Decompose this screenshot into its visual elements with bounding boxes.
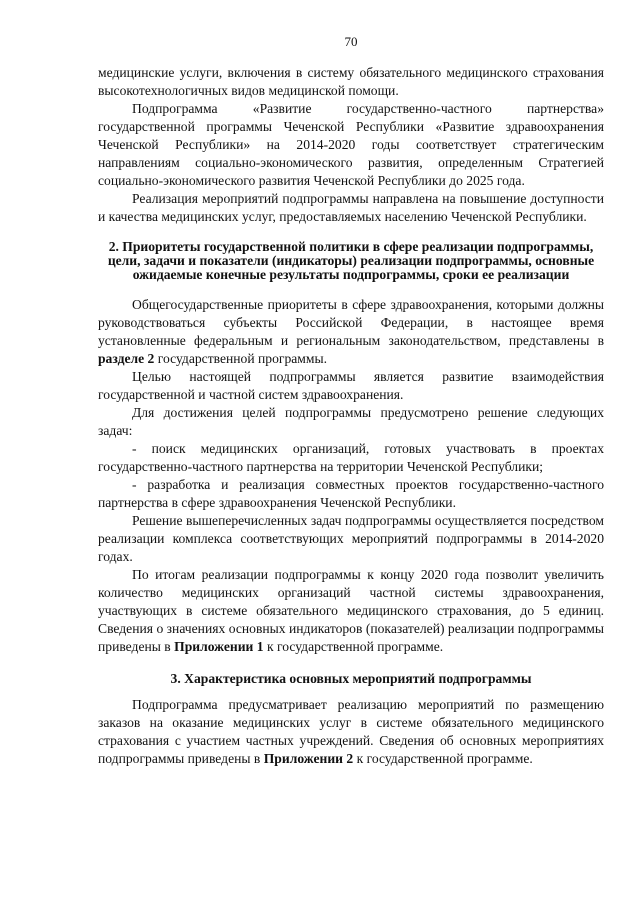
- page-number: 70: [344, 34, 358, 49]
- section-2-p1-bold: разделе 2: [98, 351, 155, 366]
- task-item-2: - разработка и реализация совместных проектов государственно-частного партнерства в сфере здравоохранения Чеченской Республики.: [98, 477, 604, 510]
- intro-paragraph-2: Подпрограмма «Развитие государственно-частного партнерства» государственной программы Чеченской Республики «Развитие здравоохранения Чеченской Республики» на 2014-2020 годы соответствует стратегическим направлениям социально-экономического развития, определенным Стратегией социально-экономического развития Чеченской Республики до 2025 года.: [98, 101, 604, 188]
- section-2-paragraph-5: [98, 566, 604, 656]
- section-2-paragraph-4: Решение вышеперечисленных задач подпрограммы осуществляется посредством реализации комплекса соответствующих мероприятий подпрограммы в 2014-2020 годах.: [98, 513, 604, 564]
- section-3-paragraph-1: [98, 696, 604, 768]
- task-item-1: - поиск медицинских организаций, готовых участвовать в проектах государственно-частного партнерства на территории Чеченской Республики;: [98, 441, 604, 474]
- section-3-heading: 3. Характеристика основных мероприятий подпрограммы: [170, 671, 532, 686]
- section-2-paragraph-2: Целью настоящей подпрограммы является развитие взаимодействия государственной и частной систем здравоохранения.: [98, 369, 604, 402]
- section-2-p1-text: Общегосударственные приоритеты в сфере здравоохранения, которыми должны руководствоваться субъекты Российской Федерации, в настоящее время установленные федеральным и региональным законодательством, представлены в: [98, 297, 604, 348]
- section-2-paragraph-1: [98, 296, 604, 368]
- intro-paragraph-3: Реализация мероприятий подпрограммы направлена на повышение доступности и качества медицинских услуг, предоставляемых населению Чеченской Республики.: [98, 191, 604, 224]
- section-3-p1-text: Подпрограмма предусматривает реализацию мероприятий по размещению заказов на оказание медицинских услуг в системе обязательного медицинского страхования с участием частных учреждений. Сведения об основных мероприятиях подпрограммы приведены в: [98, 697, 604, 766]
- intro-paragraph-1: медицинские услуги, включения в систему обязательного медицинского страхования высокотехнологичных видов медицинской помощи.: [98, 65, 604, 98]
- section-3-p1-tail: к государственной программе.: [353, 751, 533, 766]
- section-2-heading: 2. Приоритеты государственной политики в сфере реализации подпрограммы, цели, задачи и показатели (индикаторы) реализации подпрограммы, основные ожидаемые конечные результаты подпрограммы, сроки ее реализации: [107, 239, 595, 282]
- section-3-p1-bold: Приложении 2: [263, 751, 354, 766]
- section-2-p5-bold: Приложении 1: [174, 639, 264, 654]
- document-page: [98, 34, 604, 768]
- section-2-paragraph-3: Для достижения целей подпрограммы предусмотрено решение следующих задач:: [98, 405, 604, 438]
- section-2-p5-text: По итогам реализации подпрограммы к концу 2020 года позволит увеличить количество медицинских организаций частной системы здравоохранения, участвующих в системе обязательного медицинского страхования, до 5 единиц. Сведения о значениях основных индикаторов (показателей) реализации подпрограммы приведены в: [98, 567, 604, 654]
- section-2-p5-tail: к государственной программе.: [263, 639, 444, 654]
- section-2-p1-tail: государственной программы.: [154, 351, 328, 366]
